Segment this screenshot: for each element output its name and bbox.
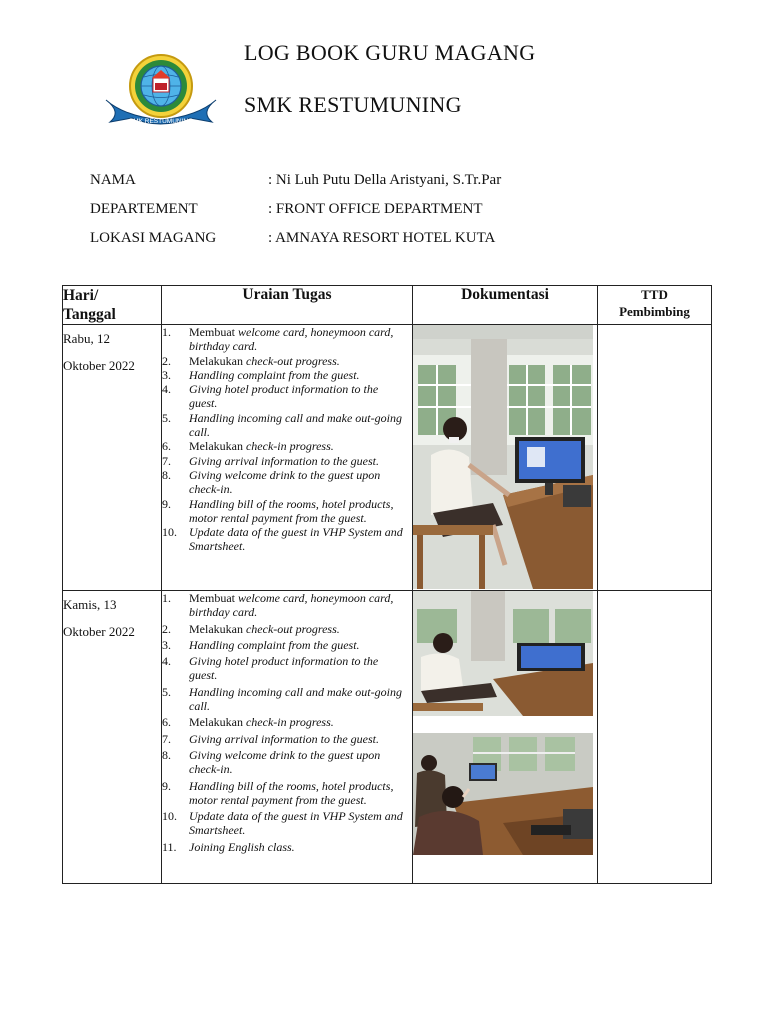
documentation-cell	[413, 591, 598, 884]
task-text	[189, 638, 412, 652]
header-day	[63, 286, 162, 325]
task-text-plain: Melakukan	[189, 621, 246, 636]
task-text-plain: Melakukan	[189, 715, 246, 730]
task-text-plain: Melakukan	[189, 353, 246, 368]
task-item	[162, 382, 412, 411]
task-text	[189, 325, 412, 354]
intern-info	[90, 166, 690, 253]
task-text-italic: welcome card, honeymoon card, birthday card.	[189, 591, 394, 620]
task-list	[162, 325, 412, 554]
task-text-italic: Handling incoming call and make out-going call.	[189, 684, 402, 714]
task-number: 2.	[162, 353, 171, 368]
task-text	[189, 715, 412, 729]
task-item	[162, 779, 412, 808]
task-text-italic: Update data of the guest in VHP System and Smartsheet.	[189, 809, 403, 838]
task-number: 10.	[162, 525, 177, 540]
table-header-row	[63, 286, 712, 325]
task-text	[189, 368, 412, 382]
photo-front-desk	[413, 325, 593, 589]
task-number: 6.	[162, 439, 171, 454]
task-text	[189, 439, 412, 453]
task-text-italic: Giving hotel product information to the guest.	[189, 382, 379, 411]
table-row	[63, 325, 712, 591]
tasks-cell	[162, 325, 413, 591]
task-text	[189, 732, 412, 746]
task-item	[162, 354, 412, 368]
task-text	[189, 591, 412, 620]
task-text-italic: Giving welcome drink to the guest upon check-in.	[189, 467, 381, 497]
task-text-italic: Handling complaint from the guest.	[189, 367, 360, 382]
task-text-italic: Giving arrival information to the guest.	[189, 453, 379, 468]
school-logo	[102, 50, 220, 136]
task-number: 9.	[162, 778, 171, 793]
day-cell	[63, 591, 162, 884]
task-number: 5.	[162, 684, 171, 699]
info-value: : Ni Luh Putu Della Aristyani, S.Tr.Par	[268, 172, 502, 188]
task-text-italic: Giving hotel product information to the guest.	[189, 654, 379, 683]
task-text-italic: check-in progress.	[245, 715, 334, 730]
task-text	[189, 779, 412, 808]
task-item	[162, 638, 412, 652]
tasks-cell	[162, 591, 413, 884]
task-number: 11.	[162, 839, 177, 854]
task-number: 8.	[162, 467, 171, 482]
info-row-name	[90, 166, 690, 195]
task-text	[189, 809, 412, 838]
task-number: 8.	[162, 747, 171, 762]
task-number: 3.	[162, 637, 171, 652]
task-item	[162, 439, 412, 453]
task-text	[189, 454, 412, 468]
task-item	[162, 840, 412, 854]
task-number: 5.	[162, 410, 171, 425]
photo-front-desk-2	[413, 591, 593, 716]
task-text	[189, 525, 412, 554]
task-item	[162, 732, 412, 746]
task-number: 10.	[162, 809, 177, 824]
day-line1: Rabu, 12	[63, 331, 110, 346]
header-day-line2: Tanggal	[63, 306, 116, 323]
task-item	[162, 325, 412, 354]
info-label: DEPARTEMENT	[90, 201, 198, 217]
task-list	[162, 591, 412, 854]
task-item	[162, 497, 412, 526]
task-text	[189, 685, 412, 714]
task-text-plain: Membuat	[189, 591, 238, 605]
task-number: 9.	[162, 496, 171, 511]
task-item	[162, 591, 412, 620]
task-text	[189, 382, 412, 411]
header-day-line1: Hari/	[63, 287, 99, 304]
header-documentation: Dokumentasi	[413, 286, 598, 325]
task-item	[162, 748, 412, 777]
task-text-plain: Melakukan	[189, 439, 246, 454]
task-text-italic: check-out progress.	[245, 621, 340, 636]
task-item	[162, 525, 412, 554]
task-text	[189, 840, 412, 854]
task-text	[189, 654, 412, 683]
task-text-italic: Handling bill of the rooms, hotel products, motor rental payment from the guest.	[189, 778, 394, 807]
table-row	[63, 591, 712, 884]
task-number: 4.	[162, 654, 171, 669]
info-value: : AMNAYA RESORT HOTEL KUTA	[268, 230, 496, 246]
header-sign-line2: Pembimbing	[619, 304, 690, 319]
task-number: 4.	[162, 382, 171, 397]
day-line1: Kamis, 13	[63, 597, 117, 612]
task-number: 2.	[162, 621, 171, 636]
signature-cell	[598, 591, 712, 884]
task-item	[162, 809, 412, 838]
task-item	[162, 468, 412, 497]
info-row-department	[90, 195, 690, 224]
task-number: 6.	[162, 715, 171, 730]
header-sign-line1: TTD	[641, 287, 668, 302]
info-label: LOKASI MAGANG	[90, 230, 217, 246]
documentation-cell	[413, 325, 598, 591]
task-number: 1.	[162, 325, 171, 339]
task-item	[162, 622, 412, 636]
task-item	[162, 715, 412, 729]
page-title: LOG BOOK GURU MAGANG	[244, 40, 536, 65]
school-name: SMK RESTUMUNING	[244, 92, 462, 117]
task-item	[162, 654, 412, 683]
task-text	[189, 411, 412, 440]
task-text-italic: Handling bill of the rooms, hotel products, motor rental payment from the guest.	[189, 496, 394, 525]
task-text	[189, 748, 412, 777]
task-text-italic: Joining English class.	[189, 839, 295, 854]
task-text-italic: Giving arrival information to the guest.	[189, 731, 379, 746]
task-text-italic: Update data of the guest in VHP System and Smartsheet.	[189, 525, 403, 554]
task-number: 3.	[162, 367, 171, 382]
log-table	[62, 285, 712, 884]
task-item	[162, 368, 412, 382]
header-signature	[598, 286, 712, 325]
day-line2: Oktober 2022	[63, 358, 135, 373]
task-text	[189, 497, 412, 526]
task-text	[189, 468, 412, 497]
day-cell	[63, 325, 162, 591]
signature-cell	[598, 325, 712, 591]
task-number: 7.	[162, 731, 171, 746]
task-text-plain: Membuat	[189, 325, 238, 339]
task-number: 7.	[162, 453, 171, 468]
task-item	[162, 411, 412, 440]
photo-lobby-staff	[413, 733, 593, 855]
info-label: NAMA	[90, 172, 136, 188]
task-text-italic: Handling complaint from the guest.	[189, 637, 360, 652]
task-text-italic: Handling incoming call and make out-going call.	[189, 410, 402, 440]
task-text	[189, 622, 412, 636]
task-text	[189, 354, 412, 368]
logo-banner-text: SMK RESTUMUNING	[128, 118, 194, 125]
task-text-italic: welcome card, honeymoon card, birthday card.	[189, 325, 394, 354]
task-text-italic: check-in progress.	[245, 439, 334, 454]
header-tasks: Uraian Tugas	[162, 286, 413, 325]
task-number: 1.	[162, 591, 171, 605]
task-item	[162, 685, 412, 714]
task-item	[162, 454, 412, 468]
task-text-italic: Giving welcome drink to the guest upon check-in.	[189, 747, 381, 777]
task-text-italic: check-out progress.	[245, 353, 340, 368]
day-line2: Oktober 2022	[63, 624, 135, 639]
info-value: : FRONT OFFICE DEPARTMENT	[268, 201, 483, 217]
info-row-location	[90, 224, 690, 253]
